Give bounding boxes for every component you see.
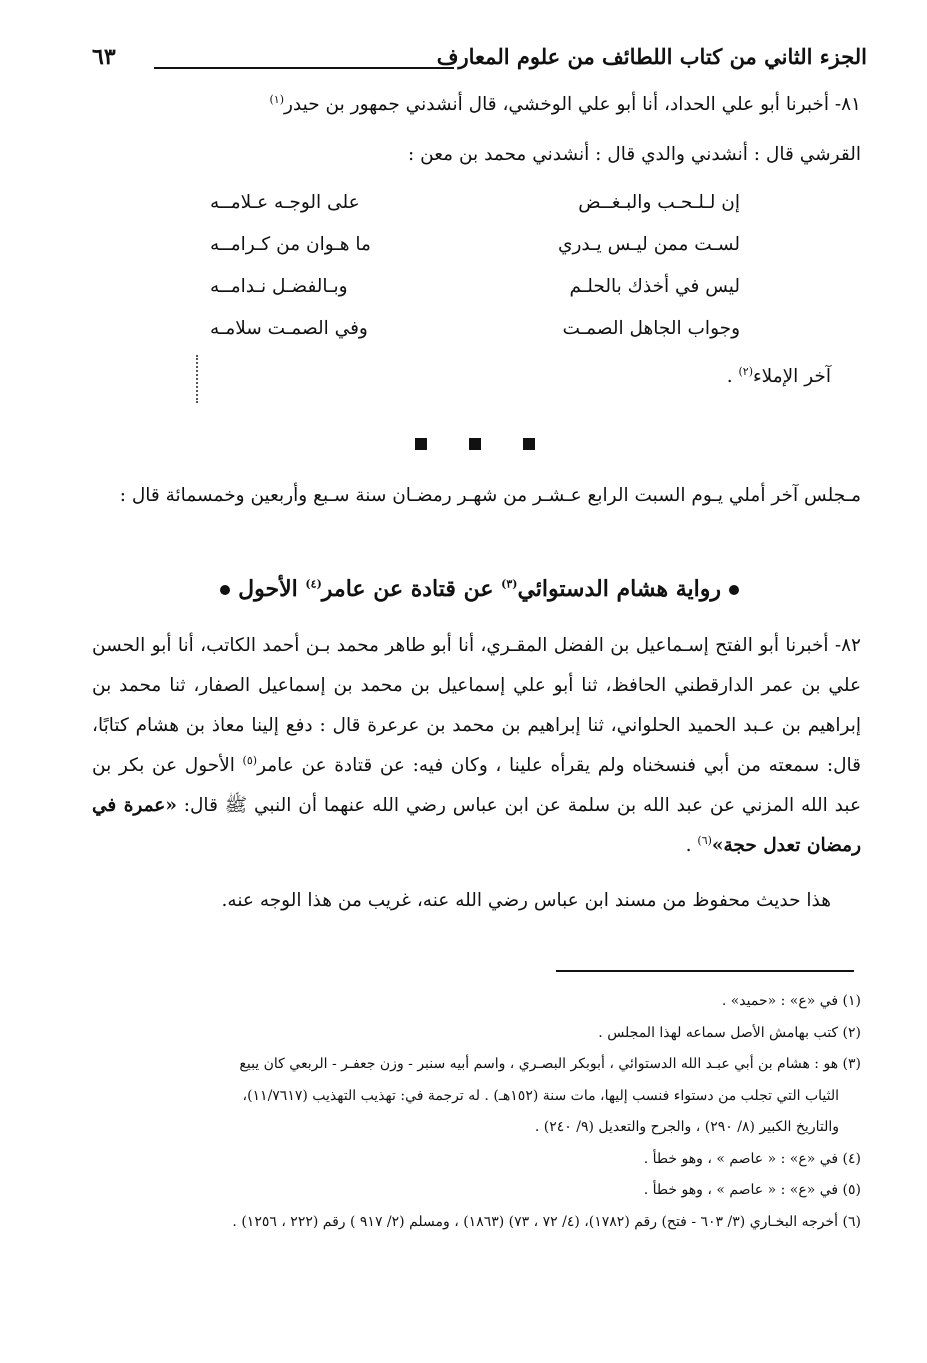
separator-square bbox=[469, 438, 481, 450]
bullet-icon bbox=[220, 585, 230, 595]
poem-verse-2-first-hemistich: لسـت ممن ليـس يـدري bbox=[558, 234, 740, 255]
heading-part-3: الأحول bbox=[238, 576, 306, 602]
poem-verse-3-first-hemistich: ليس في أخذك بالحلـم bbox=[569, 276, 740, 297]
page-number: ٦٣ bbox=[92, 44, 116, 70]
footnote-6: (٦) أخرجه البخـاري (٣/ ٦٠٣ - فتح) رقم (١٧٨٢)، (٤/ ٧٢ ، ٧٣) (١٨٦٣) ، ومسلم (٢/ ٩١٧ ) رقم (٢٢٢ ، ١٢٥٦) . bbox=[232, 1213, 861, 1230]
hadith-verdict: هذا حديث محفوظ من مسند ابن عباس رضي الله عنه، غريب من هذا الوجه عنه. bbox=[221, 890, 831, 911]
footnote-3-line-2: الثياب التي تجلب من دستواء فنسب إليها، مات سنة (١٥٢هـ) . له ترجمة في: تهذيب التهذيب (١١/٧٦١٧)، bbox=[242, 1087, 839, 1104]
section-separator bbox=[415, 438, 535, 452]
poem bbox=[190, 182, 770, 362]
footnote-ref-4: (٤) bbox=[305, 577, 322, 591]
hadith-81-line-1 bbox=[269, 94, 861, 115]
separator-square bbox=[415, 438, 427, 450]
footnote-ref-2: (٢) bbox=[738, 364, 753, 378]
heading-part-1: رواية هشام الدستوائي bbox=[517, 576, 721, 602]
poem-divider bbox=[196, 355, 198, 403]
footnote-3-line-1: (٣) هو : هشام بن أبي عبـد الله الدستوائي ، أبوبكر البصـري ، واسم أبيه سنبر - وزن جعفـر - الربعي كان يبيع bbox=[239, 1056, 861, 1072]
bullet-icon bbox=[729, 585, 739, 595]
imla-end-text: آخر الإملاء bbox=[752, 366, 831, 387]
running-title: الجزء الثاني من كتاب اللطائف من علوم المعارف bbox=[436, 44, 867, 69]
footnote-2: (٢) كتب بهامش الأصل سماعه لهذا المجلس . bbox=[598, 1024, 861, 1041]
poem-verse-1-first-hemistich: إن لـلـحـب والبـغــض bbox=[578, 192, 740, 213]
poem-verse-1-second-hemistich: على الوجـه عـلامــه bbox=[210, 192, 360, 213]
hadith-81-text: ٨١- أخبرنا أبو علي الحداد، أنا أبو علي الوخشي، قال أنشدني جمهور بن حيدر bbox=[284, 94, 861, 115]
header-rule bbox=[154, 67, 454, 69]
poem-verse-3-second-hemistich: وبـالفضـل نـدامــه bbox=[210, 276, 348, 297]
footnote-rule bbox=[556, 970, 854, 972]
section-heading bbox=[212, 576, 747, 602]
separator-square bbox=[523, 438, 535, 450]
majlis-intro: مـجلس آخر أملي يـوم السبت الرابع عـشـر من شهـر رمضـان سنة سـبع وأربعين وخمسمائة قال : bbox=[119, 485, 861, 506]
imla-end-tail: . bbox=[726, 366, 739, 387]
hadith-82-tail: . bbox=[685, 835, 698, 856]
footnote-4: (٤) في «ع» : « عاصم » ، وهو خطأ . bbox=[643, 1150, 861, 1167]
footnote-5: (٥) في «ع» : « عاصم » ، وهو خطأ . bbox=[643, 1182, 861, 1198]
footnotes bbox=[92, 986, 861, 1238]
hadith-82 bbox=[92, 626, 861, 866]
footnote-ref-1: (١) bbox=[269, 92, 284, 106]
poem-verse-4-second-hemistich: وفي الصمـت سلامـه bbox=[210, 318, 368, 339]
footnote-ref-6: (٦) bbox=[697, 833, 712, 847]
footnote-1: (١) في «ع» : «حميد» . bbox=[721, 993, 861, 1009]
footnote-3-line-3: والتاريخ الكبير (٨/ ٢٩٠) ، والجرح والتعديل (٩/ ٢٤٠) . bbox=[534, 1119, 839, 1135]
page-header bbox=[92, 44, 867, 80]
imla-end-line bbox=[727, 366, 831, 387]
hadith-82-text-cont: الأحول عن بكر بن عبد الله المزني عن عبد الله بن سلمة عن ابن عباس رضي الله عنهما أن النبي ﷺ قال: bbox=[92, 755, 861, 816]
footnote-ref-3: (٣) bbox=[501, 577, 518, 591]
heading-part-2: عن قتادة عن عامر bbox=[321, 576, 502, 602]
hadith-82-quote: «عمرة في رمضان تعدل حجة» bbox=[92, 795, 861, 856]
poem-verse-4-first-hemistich: وجواب الجاهل الصمـت bbox=[562, 318, 740, 339]
hadith-82-text: ٨٢- أخبرنا أبو الفتح إسـماعيل بن الفضل المقـري، أنا أبو طاهر محمد بـن أحمد الكاتب، أنا أبو الحسن علي بن عمر الدارقطني الحافظ، ثنا أبو علي إسماعيل بن محمد بن إسماعيل الصفار، ثنا محمد بن إبراهيم بن عـبد الحميد الحلواني، ثنا إبراهيم بن محمد بن عرعرة قال : دفع إلينا معاذ بن هشام كتابًا، قال: سمعته من أبي فنسخناه ولم يقرأه علينا ، وكان فيه: عن قتادة عن عامر bbox=[92, 635, 861, 776]
hadith-81-line-2: القرشي قال : أنشدني والدي قال : أنشدني محمد بن معن : bbox=[408, 144, 861, 165]
footnote-ref-5: (٥) bbox=[242, 753, 258, 767]
poem-verse-2-second-hemistich: ما هـوان من كـرامــه bbox=[210, 234, 371, 255]
